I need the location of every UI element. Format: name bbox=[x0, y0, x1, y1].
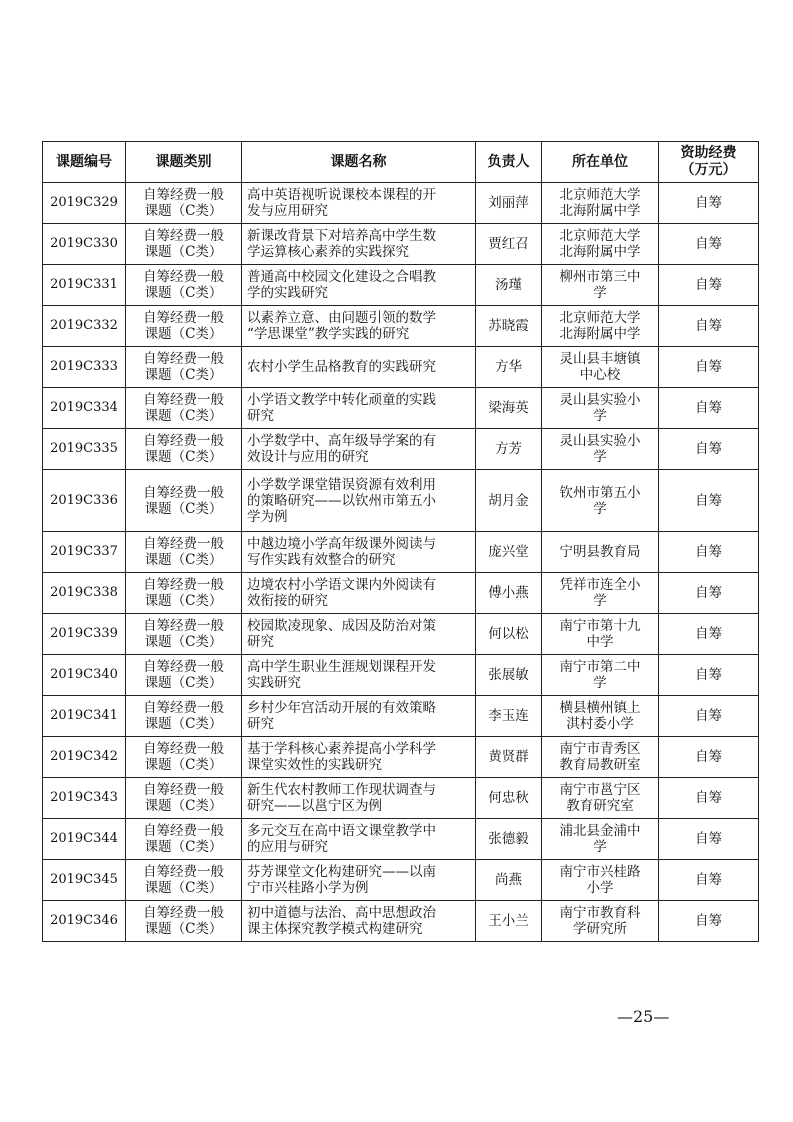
cell-funding: 自筹 bbox=[659, 224, 759, 265]
cell-funding: 自筹 bbox=[659, 860, 759, 901]
table-row bbox=[43, 614, 759, 655]
cell-unit: 北京师范大学 北海附属中学 bbox=[542, 183, 659, 224]
cell-unit: 柳州市第三中 学 bbox=[542, 265, 659, 306]
cell-title: 普通高中校园文化建设之合唱教 学的实践研究 bbox=[242, 265, 476, 306]
table-row bbox=[43, 819, 759, 860]
cell-category: 自筹经费一般 课题（C类） bbox=[126, 306, 242, 347]
cell-category: 自筹经费一般 课题（C类） bbox=[126, 655, 242, 696]
cell-code: 2019C330 bbox=[43, 224, 126, 265]
cell-title: 小学数学中、高年级导学案的有 效设计与应用的研究 bbox=[242, 429, 476, 470]
page-number: —25— bbox=[617, 1007, 670, 1026]
cell-code: 2019C346 bbox=[43, 901, 126, 942]
cell-category: 自筹经费一般 课题（C类） bbox=[126, 347, 242, 388]
cell-code: 2019C343 bbox=[43, 778, 126, 819]
cell-unit: 灵山县实验小 学 bbox=[542, 388, 659, 429]
cell-leader: 贾红召 bbox=[476, 224, 542, 265]
cell-category: 自筹经费一般 课题（C类） bbox=[126, 819, 242, 860]
cell-title: 芬芳课堂文化构建研究——以南 宁市兴桂路小学为例 bbox=[242, 860, 476, 901]
cell-code: 2019C334 bbox=[43, 388, 126, 429]
cell-code: 2019C335 bbox=[43, 429, 126, 470]
cell-title: 初中道德与法治、高中思想政治 课主体探究教学模式构建研究 bbox=[242, 901, 476, 942]
cell-category: 自筹经费一般 课题（C类） bbox=[126, 614, 242, 655]
cell-code: 2019C340 bbox=[43, 655, 126, 696]
cell-funding: 自筹 bbox=[659, 614, 759, 655]
header-title: 课题名称 bbox=[242, 142, 476, 183]
cell-category: 自筹经费一般 课题（C类） bbox=[126, 470, 242, 532]
cell-code: 2019C336 bbox=[43, 470, 126, 532]
cell-leader: 王小兰 bbox=[476, 901, 542, 942]
cell-leader: 苏晓霞 bbox=[476, 306, 542, 347]
table-row bbox=[43, 224, 759, 265]
cell-unit: 横县横州镇上 淇村委小学 bbox=[542, 696, 659, 737]
cell-funding: 自筹 bbox=[659, 573, 759, 614]
cell-leader: 尚燕 bbox=[476, 860, 542, 901]
cell-unit: 灵山县丰塘镇 中心校 bbox=[542, 347, 659, 388]
cell-funding: 自筹 bbox=[659, 737, 759, 778]
table-row bbox=[43, 306, 759, 347]
cell-funding: 自筹 bbox=[659, 778, 759, 819]
cell-leader: 方芳 bbox=[476, 429, 542, 470]
cell-category: 自筹经费一般 课题（C类） bbox=[126, 573, 242, 614]
cell-funding: 自筹 bbox=[659, 470, 759, 532]
cell-title: 高中英语视听说课校本课程的开 发与应用研究 bbox=[242, 183, 476, 224]
cell-leader: 方华 bbox=[476, 347, 542, 388]
cell-leader: 何以松 bbox=[476, 614, 542, 655]
cell-title: 新生代农村教师工作现状调查与 研究——以邕宁区为例 bbox=[242, 778, 476, 819]
cell-category: 自筹经费一般 课题（C类） bbox=[126, 696, 242, 737]
cell-code: 2019C337 bbox=[43, 532, 126, 573]
table-row bbox=[43, 347, 759, 388]
table-row bbox=[43, 696, 759, 737]
cell-unit: 南宁市第二中 学 bbox=[542, 655, 659, 696]
cell-category: 自筹经费一般 课题（C类） bbox=[126, 429, 242, 470]
cell-leader: 黄贤群 bbox=[476, 737, 542, 778]
cell-funding: 自筹 bbox=[659, 183, 759, 224]
cell-category: 自筹经费一般 课题（C类） bbox=[126, 388, 242, 429]
cell-leader: 张德毅 bbox=[476, 819, 542, 860]
cell-funding: 自筹 bbox=[659, 388, 759, 429]
table-body bbox=[43, 183, 759, 942]
project-table bbox=[42, 141, 759, 942]
cell-code: 2019C344 bbox=[43, 819, 126, 860]
cell-funding: 自筹 bbox=[659, 655, 759, 696]
cell-category: 自筹经费一般 课题（C类） bbox=[126, 860, 242, 901]
cell-unit: 北京师范大学 北海附属中学 bbox=[542, 224, 659, 265]
table-row bbox=[43, 737, 759, 778]
table-row bbox=[43, 573, 759, 614]
cell-leader: 傅小燕 bbox=[476, 573, 542, 614]
cell-funding: 自筹 bbox=[659, 347, 759, 388]
cell-category: 自筹经费一般 课题（C类） bbox=[126, 737, 242, 778]
cell-unit: 南宁市教育科 学研究所 bbox=[542, 901, 659, 942]
table-row bbox=[43, 901, 759, 942]
cell-leader: 刘丽萍 bbox=[476, 183, 542, 224]
cell-unit: 灵山县实验小 学 bbox=[542, 429, 659, 470]
cell-code: 2019C332 bbox=[43, 306, 126, 347]
cell-category: 自筹经费一般 课题（C类） bbox=[126, 778, 242, 819]
cell-title: 中越边境小学高年级课外阅读与 写作实践有效整合的研究 bbox=[242, 532, 476, 573]
cell-leader: 李玉连 bbox=[476, 696, 542, 737]
cell-funding: 自筹 bbox=[659, 306, 759, 347]
cell-funding: 自筹 bbox=[659, 696, 759, 737]
table-row bbox=[43, 183, 759, 224]
cell-code: 2019C333 bbox=[43, 347, 126, 388]
cell-title: 乡村少年宫活动开展的有效策略 研究 bbox=[242, 696, 476, 737]
cell-title: 小学数学课堂错误资源有效利用 的策略研究——以钦州市第五小 学为例 bbox=[242, 470, 476, 532]
cell-title: 基于学科核心素养提高小学科学 课堂实效性的实践研究 bbox=[242, 737, 476, 778]
cell-unit: 凭祥市连全小 学 bbox=[542, 573, 659, 614]
cell-code: 2019C329 bbox=[43, 183, 126, 224]
header-leader: 负责人 bbox=[476, 142, 542, 183]
table-row bbox=[43, 388, 759, 429]
cell-funding: 自筹 bbox=[659, 819, 759, 860]
cell-funding: 自筹 bbox=[659, 429, 759, 470]
cell-title: 小学语文教学中转化顽童的实践 研究 bbox=[242, 388, 476, 429]
cell-code: 2019C339 bbox=[43, 614, 126, 655]
cell-leader: 汤瑾 bbox=[476, 265, 542, 306]
cell-funding: 自筹 bbox=[659, 532, 759, 573]
cell-title: 边境农村小学语文课内外阅读有 效衔接的研究 bbox=[242, 573, 476, 614]
header-funding: 资助经费 （万元） bbox=[659, 142, 759, 183]
header-code: 课题编号 bbox=[43, 142, 126, 183]
header-unit: 所在单位 bbox=[542, 142, 659, 183]
cell-unit: 南宁市第十九 中学 bbox=[542, 614, 659, 655]
cell-title: 校园欺凌现象、成因及防治对策 研究 bbox=[242, 614, 476, 655]
table-row bbox=[43, 429, 759, 470]
table-row bbox=[43, 860, 759, 901]
cell-unit: 宁明县教育局 bbox=[542, 532, 659, 573]
cell-unit: 北京师范大学 北海附属中学 bbox=[542, 306, 659, 347]
cell-title: 多元交互在高中语文课堂教学中 的应用与研究 bbox=[242, 819, 476, 860]
cell-category: 自筹经费一般 课题（C类） bbox=[126, 265, 242, 306]
cell-title: 新课改背景下对培养高中学生数 学运算核心素养的实践探究 bbox=[242, 224, 476, 265]
cell-leader: 胡月金 bbox=[476, 470, 542, 532]
cell-leader: 梁海英 bbox=[476, 388, 542, 429]
cell-funding: 自筹 bbox=[659, 265, 759, 306]
cell-leader: 庞兴堂 bbox=[476, 532, 542, 573]
cell-category: 自筹经费一般 课题（C类） bbox=[126, 224, 242, 265]
cell-leader: 张展敏 bbox=[476, 655, 542, 696]
table-row bbox=[43, 532, 759, 573]
cell-unit: 南宁市青秀区 教育局教研室 bbox=[542, 737, 659, 778]
table-row bbox=[43, 778, 759, 819]
table-header-row bbox=[43, 142, 759, 183]
cell-unit: 南宁市邕宁区 教育研究室 bbox=[542, 778, 659, 819]
cell-category: 自筹经费一般 课题（C类） bbox=[126, 901, 242, 942]
cell-code: 2019C331 bbox=[43, 265, 126, 306]
cell-leader: 何忠秋 bbox=[476, 778, 542, 819]
cell-title: 以素养立意、由问题引领的数学 “学思课堂”教学实践的研究 bbox=[242, 306, 476, 347]
cell-funding: 自筹 bbox=[659, 901, 759, 942]
cell-code: 2019C345 bbox=[43, 860, 126, 901]
cell-code: 2019C342 bbox=[43, 737, 126, 778]
cell-title: 高中学生职业生涯规划课程开发 实践研究 bbox=[242, 655, 476, 696]
table-row bbox=[43, 655, 759, 696]
table-row bbox=[43, 470, 759, 532]
cell-code: 2019C338 bbox=[43, 573, 126, 614]
cell-unit: 浦北县金浦中 学 bbox=[542, 819, 659, 860]
table-row bbox=[43, 265, 759, 306]
header-category: 课题类别 bbox=[126, 142, 242, 183]
cell-unit: 南宁市兴桂路 小学 bbox=[542, 860, 659, 901]
cell-title: 农村小学生品格教育的实践研究 bbox=[242, 347, 476, 388]
cell-category: 自筹经费一般 课题（C类） bbox=[126, 183, 242, 224]
cell-code: 2019C341 bbox=[43, 696, 126, 737]
cell-category: 自筹经费一般 课题（C类） bbox=[126, 532, 242, 573]
cell-unit: 钦州市第五小 学 bbox=[542, 470, 659, 532]
